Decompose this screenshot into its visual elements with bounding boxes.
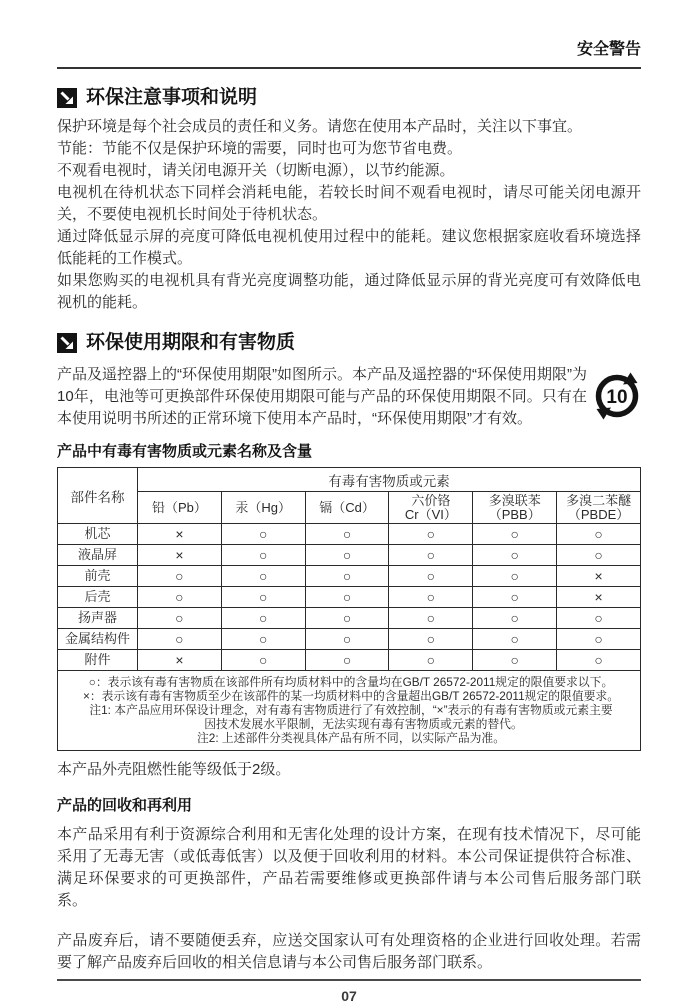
value-cell: × bbox=[557, 587, 641, 608]
value-cell: ○ bbox=[389, 524, 473, 545]
part-name-cell: 液晶屏 bbox=[58, 545, 138, 566]
table-header-row bbox=[58, 468, 641, 492]
value-cell: ○ bbox=[138, 629, 222, 650]
value-cell: ○ bbox=[389, 566, 473, 587]
value-cell: ○ bbox=[305, 524, 389, 545]
col-header-substance: 汞（Hg） bbox=[221, 492, 305, 524]
value-cell: ○ bbox=[473, 650, 557, 671]
table-subheader-row bbox=[58, 492, 641, 524]
value-cell: ○ bbox=[138, 608, 222, 629]
header-divider bbox=[57, 67, 641, 69]
value-cell: ○ bbox=[389, 650, 473, 671]
value-cell: ○ bbox=[221, 524, 305, 545]
value-cell: ○ bbox=[305, 608, 389, 629]
value-cell: ○ bbox=[557, 524, 641, 545]
page-header-title: 安全警告 bbox=[576, 41, 641, 58]
table-row bbox=[58, 587, 641, 608]
section-eco-notes-heading bbox=[57, 85, 641, 111]
value-cell: ○ bbox=[389, 608, 473, 629]
arrow-down-right-icon bbox=[57, 88, 77, 108]
value-cell: ○ bbox=[473, 608, 557, 629]
col-header-substance: 镉（Cd） bbox=[305, 492, 389, 524]
paragraph: 节能：节能不仅是保护环境的需要，同时也可为您节省电费。 bbox=[57, 140, 463, 157]
value-cell: × bbox=[138, 650, 222, 671]
table-row bbox=[58, 545, 641, 566]
note-line: 注1: 本产品应用环保设计理念，对有毒有害物质进行了有效控制，“×”表示的有毒有害物质或元素主要 bbox=[89, 703, 613, 717]
part-name-cell: 金属结构件 bbox=[58, 629, 138, 650]
table-row bbox=[58, 608, 641, 629]
table-row bbox=[58, 629, 641, 650]
col-header-substance: 六价铬 Cr（VI） bbox=[389, 492, 473, 524]
value-cell: ○ bbox=[389, 629, 473, 650]
value-cell: ○ bbox=[221, 608, 305, 629]
value-cell: ○ bbox=[305, 629, 389, 650]
footer-divider bbox=[57, 979, 641, 981]
paragraph: 本产品采用有利于资源综合利用和无害化处理的设计方案，在现有技术情况下，尽可能采用了无毒无害（或低毒低害）以及便于回收利用的材料。本公司保证提供符合标准、满足环保要求的可更换部件，产品若需要维修或更换部件请与本公司售后服务部门联系。 bbox=[57, 826, 641, 909]
section-title: 环保注意事项和说明 bbox=[86, 87, 258, 108]
value-cell: × bbox=[138, 545, 222, 566]
note-line: ×：表示该有毒有害物质至少在该部件的某一均质材料中的含量超出GB/T 26572-2011规定的限值要求。 bbox=[82, 689, 620, 703]
table-row bbox=[58, 650, 641, 671]
value-cell: ○ bbox=[305, 545, 389, 566]
flame-retardant-note: 本产品外壳阻燃性能等级低于2级。 bbox=[57, 761, 291, 778]
value-cell: ○ bbox=[557, 608, 641, 629]
col-header-substance: 多溴联苯 （PBB） bbox=[473, 492, 557, 524]
col-header-substance: 多溴二苯醚 （PBDE） bbox=[557, 492, 641, 524]
value-cell: ○ bbox=[389, 545, 473, 566]
value-cell: ○ bbox=[473, 566, 557, 587]
table-row bbox=[58, 566, 641, 587]
part-name-cell: 附件 bbox=[58, 650, 138, 671]
col-header-substance: 铅（Pb） bbox=[138, 492, 222, 524]
value-cell: × bbox=[138, 524, 222, 545]
value-cell: ○ bbox=[473, 524, 557, 545]
value-cell: ○ bbox=[138, 587, 222, 608]
part-name-cell: 扬声器 bbox=[58, 608, 138, 629]
paragraph: 不观看电视时，请关闭电源开关（切断电源），以节约能源。 bbox=[57, 162, 455, 179]
value-cell: × bbox=[557, 566, 641, 587]
epup-intro-paragraph bbox=[57, 364, 641, 430]
value-cell: ○ bbox=[557, 545, 641, 566]
value-cell: ○ bbox=[473, 629, 557, 650]
value-cell: ○ bbox=[305, 566, 389, 587]
recycle-section-title: 产品的回收和再利用 bbox=[57, 797, 193, 814]
epup-intro-text: 产品及遥控器上的“环保使用期限”如图所示。本产品及遥控器的“环保使用期限”为10年，电池等可更换部件环保使用期限可能与产品的环保使用期限不同。只有在本使用说明书所述的正常环境下使用本产品时，“环保使用期限”才有效。 bbox=[57, 366, 587, 427]
value-cell: ○ bbox=[557, 650, 641, 671]
table-notes-row bbox=[58, 671, 641, 751]
eco-notes-body bbox=[57, 116, 641, 314]
paragraph: 如果您购买的电视机具有背光亮度调整功能，通过降低显示屏的背光亮度可有效降低电视机的能耗。 bbox=[57, 272, 641, 311]
hazard-table-title: 产品中有毒有害物质或元素名称及含量 bbox=[57, 443, 313, 460]
part-name-cell: 机芯 bbox=[58, 524, 138, 545]
table-row bbox=[58, 524, 641, 545]
section-title: 环保使用期限和有害物质 bbox=[86, 332, 296, 353]
value-cell: ○ bbox=[221, 566, 305, 587]
value-cell: ○ bbox=[389, 587, 473, 608]
col-header-part: 部件名称 bbox=[58, 468, 138, 524]
note-line: 注2: 上述部件分类视具体产品有所不同，以实际产品为准。 bbox=[196, 731, 506, 745]
note-line: ○：表示该有毒有害物质在该部件所有均质材料中的含量均在GB/T 26572-2011规定的限值要求以下。 bbox=[88, 675, 614, 689]
epup-years-label: 10 bbox=[606, 387, 628, 408]
value-cell: ○ bbox=[305, 587, 389, 608]
value-cell: ○ bbox=[221, 545, 305, 566]
paragraph: 电视机在待机状态下同样会消耗电能，若较长时间不观看电视时，请尽可能关闭电源开关，不要使电视机长时间处于待机状态。 bbox=[57, 184, 641, 223]
value-cell: ○ bbox=[221, 650, 305, 671]
value-cell: ○ bbox=[221, 587, 305, 608]
hazardous-substances-table bbox=[57, 467, 641, 751]
paragraph: 保护环境是每个社会成员的责任和义务。请您在使用本产品时，关注以下事宜。 bbox=[57, 118, 583, 135]
section-epup-heading bbox=[57, 330, 641, 356]
note-line: 因技术发展水平限制，无法实现有毒有害物质或元素的替代。 bbox=[204, 717, 523, 731]
value-cell: ○ bbox=[138, 566, 222, 587]
paragraph: 通过降低显示屏的亮度可降低电视机使用过程中的能耗。建议您根据家庭收看环境选择低能耗的工作模式。 bbox=[57, 228, 641, 267]
part-name-cell: 前壳 bbox=[58, 566, 138, 587]
part-name-cell: 后壳 bbox=[58, 587, 138, 608]
paragraph: 产品废弃后，请不要随便丢弃，应送交国家认可有处理资格的企业进行回收处理。若需要了解产品废弃后回收的相关信息请与本公司售后服务部门联系。 bbox=[57, 932, 641, 971]
value-cell: ○ bbox=[305, 650, 389, 671]
table-notes-cell bbox=[58, 671, 641, 751]
value-cell: ○ bbox=[221, 629, 305, 650]
value-cell: ○ bbox=[473, 545, 557, 566]
value-cell: ○ bbox=[557, 629, 641, 650]
value-cell: ○ bbox=[473, 587, 557, 608]
recycle-period-icon bbox=[593, 372, 641, 420]
col-header-group: 有毒有害物质或元素 bbox=[138, 468, 641, 492]
arrow-down-right-icon bbox=[57, 333, 77, 353]
page-number: 07 bbox=[341, 988, 357, 1004]
